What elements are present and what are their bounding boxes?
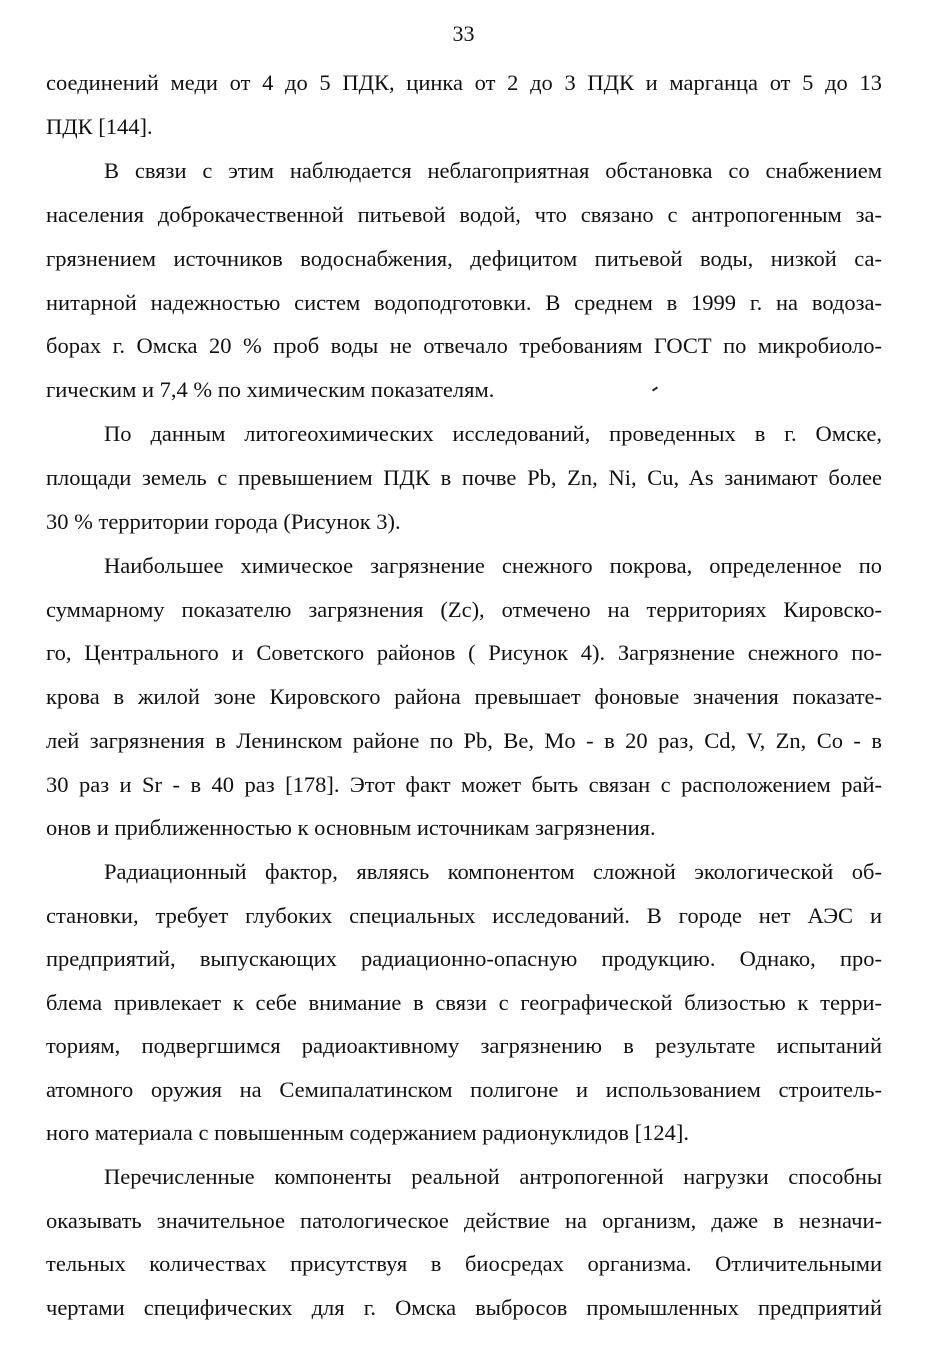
text-line: ПДК [144].	[46, 114, 153, 139]
text-line: Наибольшее химическое загрязнение снежного покрова, определенное по	[104, 553, 882, 578]
text-line: По данным литогеохимических исследований, проведенных в г. Омске,	[104, 421, 882, 446]
text-line: суммарному показателю загрязнения (Zc), отмечено на территориях Кировско-	[46, 597, 882, 622]
text-line: ториям, подвергшимся радиоактивному загрязнению в результате испытаний	[46, 1033, 882, 1058]
text-line: Радиационный фактор, являясь компонентом сложной экологической об-	[104, 859, 882, 884]
text-line: площади земель с превышением ПДК в почве Pb, Zn, Ni, Cu, As занимают более	[46, 465, 882, 490]
text-line: нитарной надежностью систем водоподготовки. В среднем в 1999 г. на водоза-	[46, 290, 882, 315]
text-line: крова в жилой зоне Кировского района превышает фоновые значения показате-	[46, 684, 882, 709]
page-number: 33	[452, 21, 475, 46]
text-line: блема привлекает к себе внимание в связи с географической близостью к терри-	[46, 990, 882, 1015]
text-line: становки, требует глубоких специальных исследований. В городе нет АЭС и	[46, 903, 882, 928]
text-line: В связи с этим наблюдается неблагоприятная обстановка со снабжением	[104, 158, 882, 183]
text-line: атомного оружия на Семипалатинском полигоне и использованием строитель-	[46, 1077, 882, 1102]
text-line: 30 % территории города (Рисунок 3).	[46, 509, 401, 534]
text-line: оказывать значительное патологическое действие на организм, даже в незначи-	[46, 1208, 882, 1233]
text-line: гическим и 7,4 % по химическим показателям.	[46, 377, 495, 402]
text-line: борах г. Омска 20 % проб воды не отвечало требованиям ГОСТ по микробиоло-	[46, 333, 882, 358]
text-line: чертами специфических для г. Омска выбросов промышленных предприятий	[46, 1295, 882, 1320]
text-line: грязнением источников водоснабжения, дефицитом питьевой воды, низкой са-	[46, 246, 882, 271]
text-line: 30 раз и Sr - в 40 раз [178]. Этот факт может быть связан с расположением рай-	[46, 772, 882, 797]
text-line: лей загрязнения в Ленинском районе по Pb, Be, Mo - в 20 раз, Cd, V, Zn, Co - в	[46, 728, 882, 753]
text-line: го, Центрального и Советского районов ( Рисунок 4). Загрязнение снежного по-	[46, 640, 882, 665]
text-line: ного материала с повышенным содержанием радионуклидов [124].	[46, 1120, 689, 1145]
text-line: предприятий, выпускающих радиационно-опасную продукцию. Однако, про-	[46, 946, 882, 971]
text-line: Перечисленные компоненты реальной антропогенной нагрузки способны	[104, 1164, 882, 1189]
text-line: тельных количествах присутствуя в биосредах организма. Отличительными	[46, 1251, 882, 1276]
text-line: населения доброкачественной питьевой водой, что связано с антропогенным за-	[46, 202, 882, 227]
text-line: онов и приближенностью к основным источникам загрязнения.	[46, 815, 656, 840]
text-line: соединений меди от 4 до 5 ПДК, цинка от 2 до 3 ПДК и марганца от 5 до 13	[46, 70, 882, 95]
